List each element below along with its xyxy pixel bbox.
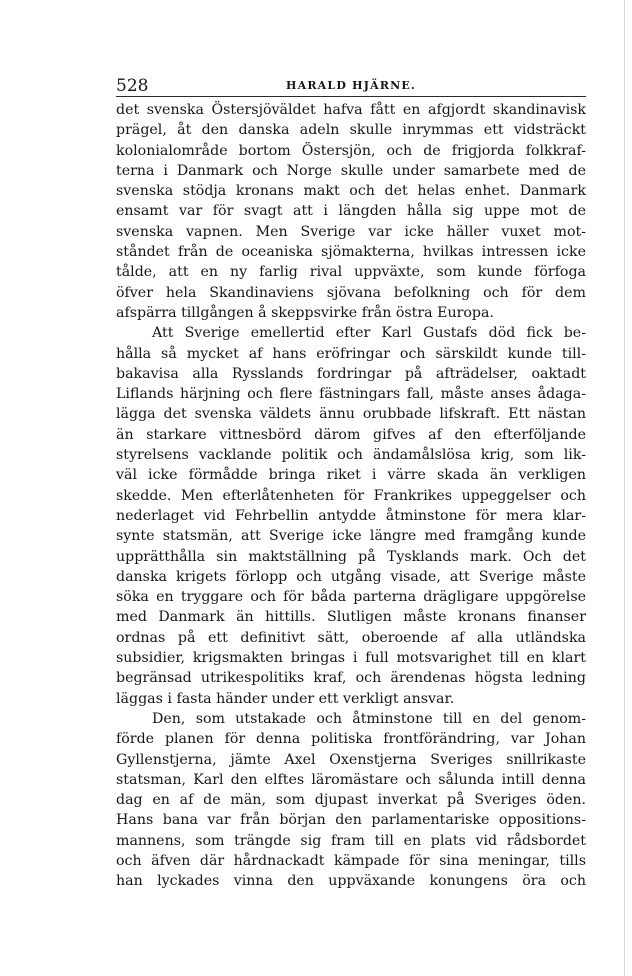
text-line: svenska vapnen. Men Sverige var icke häller vuxet mot- <box>116 223 586 240</box>
text-line: med Danmark än hittills. Slutligen måste kronans finanser <box>116 609 586 626</box>
page-edge-line <box>624 0 625 976</box>
text-line: svenska stödja kronans makt och det helas enhet. Danmark <box>116 183 586 200</box>
text-line: statsman, Karl den elftes läromästare och sålunda intill denna <box>116 771 586 788</box>
text-line: ståndet från de oceaniska sjömakterna, hvilkas intressen icke <box>116 244 586 261</box>
text-line: och äfven där hårdnackadt kämpade för sina meningar, tills <box>116 852 586 869</box>
text-line: afspärra tillgången å skeppsvirke från östra Europa. <box>116 304 494 321</box>
running-head: HARALD HJÄRNE. <box>286 79 417 92</box>
text-line: lägga det svenska väldets ännu orubbade lifskraft. Ett nästan <box>116 406 586 423</box>
text-line: bakavisa alla Rysslands fordringar på afträdelser, oaktadt <box>116 365 586 382</box>
text-line: än starkare vittnesbörd därom gifves af den efterföljande <box>116 426 586 443</box>
text-line: ensamt var för svagt att i längden hålla sig uppe mot de <box>116 203 586 220</box>
text-line: upprätthålla sin maktställning på Tysklands mark. Och det <box>116 548 586 565</box>
text-line: styrelsens vacklande politik och ändamålslösa krig, som lik- <box>116 447 586 464</box>
text-line: det svenska Östersjöväldet hafva fått en afgjordt skandinavisk <box>116 102 586 118</box>
text-line: söka en tryggare och för båda parterna drägligare uppgörelse <box>116 589 586 606</box>
text-line: mannens, som trängde sig fram till en plats vid rådsbordet <box>116 832 586 849</box>
text-line: prägel, åt den danska adeln skulle inrymmas ett vidsträckt <box>116 122 586 139</box>
text-line: skedde. Men efterlåtenheten för Frankrikes uppeggelser och <box>116 487 586 504</box>
text-line: Gyllenstjerna, jämte Axel Oxenstjerna Sveriges snillrikaste <box>116 751 586 768</box>
text-line: kolonialområde bortom Östersjön, och de frigjorda folkkraf- <box>116 142 586 159</box>
text-line: förde planen för denna politiska frontförändring, var Johan <box>116 731 586 748</box>
header-rule <box>116 96 586 97</box>
text-line: danska krigets förlopp och utgång visade, att Sverige måste <box>116 568 586 585</box>
text-line: han lyckades vinna den uppväxande konungens öra och <box>116 873 586 890</box>
text-line: terna i Danmark och Norge skulle under samarbete med de <box>116 162 586 179</box>
text-line: Den, som utstakade och åtminstone till en del genom- <box>152 710 586 727</box>
text-line: tålde, att en ny farlig rival uppväxte, som kunde förfoga <box>116 264 586 281</box>
text-line: ordnas på ett definitivt sätt, oberoende af alla utländska <box>116 629 586 646</box>
text-line: Liflands härjning och flere fästningars fall, måste anses ådaga- <box>116 386 586 403</box>
page-number: 528 <box>116 76 149 96</box>
text-line: läggas i fasta händer under ett verkligt ansvar. <box>116 690 455 707</box>
text-line: Att Sverige emellertid efter Karl Gustafs död fick be- <box>152 325 586 342</box>
text-line: begränsad utrikespolitiks kraf, och ärendenas högsta ledning <box>116 670 586 687</box>
text-line: subsidier, krigsmakten bringas i full motsvarighet till en klart <box>116 650 586 667</box>
text-line: Hans bana var från början den parlamentariske oppositions- <box>116 812 586 829</box>
text-line: synte statsmän, att Sverige icke längre med framgång kunde <box>116 528 586 545</box>
text-line: hålla så mycket af hans eröfringar och särskildt kunde till- <box>116 345 586 362</box>
text-line: väl icke förmådde bringa riket i värre skada än verkligen <box>116 467 586 484</box>
text-line: öfver hela Skandinaviens sjövana befolkning och för dem <box>116 284 586 301</box>
text-line: nederlaget vid Fehrbellin antydde åtminstone för mera klar- <box>116 507 586 524</box>
text-line: dag en af de män, som djupast inverkat på Sveriges öden. <box>116 792 586 809</box>
body-text <box>116 100 586 892</box>
